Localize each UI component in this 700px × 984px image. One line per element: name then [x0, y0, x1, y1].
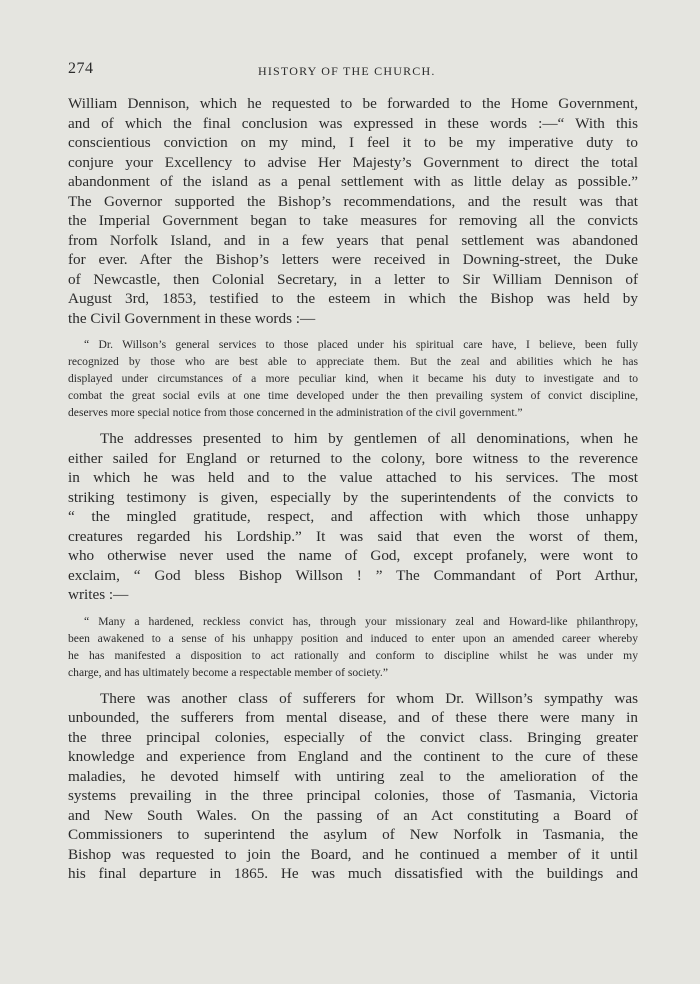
text-line: creatures regarded his Lordship.” It was said that even the worst of them, — [68, 527, 638, 545]
text-line: the Civil Government in these words :— — [68, 309, 316, 327]
text-line: “ the mingled gratitude, respect, and affection with which those unhappy — [68, 508, 638, 525]
text-line: Commissioners to superintend the asylum of New Norfolk in Tasmania, the — [68, 826, 638, 843]
page-header — [68, 60, 638, 84]
text-line: from Norfolk Island, and in a few years that penal settlement was abandoned — [68, 231, 638, 249]
page-number: 274 — [68, 60, 94, 77]
quote-line: combat the great social evils at one time developed under the then prevailing system of convict discipline, — [68, 389, 638, 402]
paragraph-2 — [68, 429, 638, 605]
text-line: the Imperial Government began to take measures for removing all the convicts — [68, 212, 638, 229]
text-line: maladies, he devoted himself with untiring zeal to the amelioration of the — [68, 767, 638, 785]
quote-line: displayed under circumstances of a more peculiar kind, when it became his duty to investigate and to — [68, 372, 638, 385]
text-line: for ever. After the Bishop’s letters were received in Downing-street, the Duke — [68, 251, 638, 268]
text-line: and of which the final conclusion was expressed in these words :—“ With this — [68, 114, 638, 132]
text-line: unbounded, the sufferers from mental disease, and of these there were many in — [68, 709, 638, 726]
quote-line: deserves more special notice from those concerned in the administration of the civil government.” — [68, 406, 523, 419]
text-line: exclaim, “ God bless Bishop Willson ! ” The Commandant of Port Arthur, — [68, 566, 638, 584]
text-line: abandonment of the island as a penal settlement with as little delay as possible.” — [68, 173, 638, 190]
text-line: writes :— — [68, 586, 129, 603]
text-line: of Newcastle, then Colonial Secretary, in a letter to Sir William Dennison of — [68, 270, 638, 288]
quote-line: he has manifested a disposition to act rationally and conform to discipline whilst he was under my — [68, 648, 638, 662]
block-quote-2 — [68, 613, 638, 681]
text-line: striking testimony is given, especially by the superintendents of the convicts to — [68, 488, 638, 506]
quote-line: been awakened to a sense of his unhappy position and induced to enter upon an amended career whereby — [68, 631, 638, 645]
text-line: conscientious conviction on my mind, I feel it to be my imperative duty to — [68, 134, 638, 151]
page-body — [68, 94, 638, 884]
text-line: Bishop was requested to join the Board, and he continued a member of it until — [68, 845, 638, 863]
text-line: and New South Wales. On the passing of an Act constituting a Board of — [68, 806, 638, 824]
text-line: his final departure in 1865. He was much dissatisfied with the buildings and — [68, 865, 638, 882]
text-line: There was another class of sufferers for whom Dr. Willson’s sympathy was — [100, 689, 638, 707]
quote-line: “ Dr. Willson’s general services to those placed under his spiritual care have, I believe, been fully — [84, 338, 638, 351]
text-line: who otherwise never used the name of God, except profanely, were wont to — [68, 547, 638, 564]
quote-line: “ Many a hardened, reckless convict has, through your missionary zeal and Howard-like philanthropy, — [84, 614, 638, 628]
text-line: knowledge and experience from England and the continent to the cure of these — [68, 748, 638, 765]
quote-line: recognized by those who are best able to appreciate them. But the zeal and abilities which he has — [68, 355, 638, 368]
text-line: systems prevailing in the three principal colonies, those of Tasmania, Victoria — [68, 787, 638, 804]
quote-line: charge, and has ultimately become a respectable member of society.” — [68, 665, 388, 679]
text-line: The addresses presented to him by gentlemen of all denominations, when he — [100, 430, 638, 447]
text-line: The Governor supported the Bishop’s recommendations, and the result was that — [68, 192, 638, 210]
text-line: conjure your Excellency to advise Her Majesty’s Government to direct the total — [68, 153, 638, 171]
text-line: August 3rd, 1853, testified to the esteem in which the Bishop was held by — [68, 290, 638, 307]
text-line: the three principal colonies, especially of the convict class. Bringing greater — [68, 728, 638, 746]
paragraph-3 — [68, 689, 638, 884]
text-line: in which he was held and to the value attached to his services. The most — [68, 469, 638, 486]
paragraph-1 — [68, 94, 638, 328]
text-line: William Dennison, which he requested to be forwarded to the Home Government, — [68, 95, 638, 112]
block-quote-1 — [68, 336, 638, 421]
text-line: either sailed for England or returned to the colony, bore witness to the reverence — [68, 449, 638, 467]
running-head: HISTORY OF THE CHURCH. — [258, 64, 436, 78]
